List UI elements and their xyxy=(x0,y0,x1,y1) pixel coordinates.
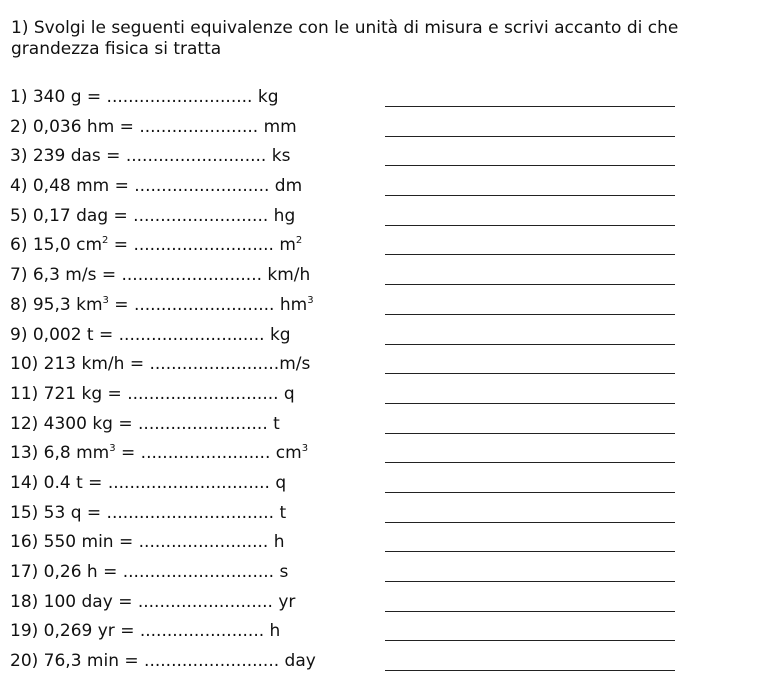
exercise-row xyxy=(10,205,710,235)
exercise-row xyxy=(10,620,710,650)
equivalence-text xyxy=(10,86,279,108)
equals-sign: = xyxy=(108,294,134,315)
exercise-row xyxy=(10,116,710,146)
left-unit-exponent: 2 xyxy=(102,235,109,247)
equivalence-text xyxy=(10,324,291,346)
exercise-row xyxy=(10,383,710,413)
quantity-answer-line[interactable] xyxy=(385,492,675,493)
answer-dots[interactable]: ......................... xyxy=(137,591,273,612)
equivalence-left-side: 18) 100 day = xyxy=(10,591,138,612)
exercise-row xyxy=(10,324,710,354)
target-unit: hm xyxy=(274,294,308,315)
target-unit: q xyxy=(269,472,287,493)
equivalence-left-side: 4) 0,48 mm = xyxy=(10,176,135,197)
quantity-answer-line[interactable] xyxy=(385,195,675,196)
exercise-row xyxy=(10,442,710,472)
answer-dots[interactable]: ........................... xyxy=(118,324,265,345)
answer-dots[interactable]: ........................ xyxy=(138,532,269,553)
equivalence-left-side: 11) 721 kg = xyxy=(10,383,128,404)
equivalence-text xyxy=(10,442,308,464)
equivalence-left-side: 6) 15,0 cm xyxy=(10,235,103,256)
exercise-row xyxy=(10,472,710,502)
equivalence-left-side: 13) 6,8 mm xyxy=(10,443,110,464)
equivalence-left-side: 10) 213 km/h = xyxy=(10,354,150,375)
target-unit: dm xyxy=(269,176,303,197)
exercise-row xyxy=(10,175,710,205)
exercise-row xyxy=(10,234,710,264)
target-unit: mm xyxy=(258,116,297,137)
equivalence-text xyxy=(10,620,280,642)
quantity-answer-line[interactable] xyxy=(385,522,675,523)
equivalence-text xyxy=(10,591,295,613)
target-unit: q xyxy=(278,383,295,404)
equivalence-text xyxy=(10,264,310,286)
target-unit-exponent: 3 xyxy=(301,443,309,455)
quantity-answer-line[interactable] xyxy=(385,284,675,285)
exercise-row xyxy=(10,561,710,591)
exercise-row xyxy=(10,502,710,532)
exercise-title: 1) Svolgi le seguenti equivalenze con le unità di misura e scrivi accanto di che grandezza fisica si tratta xyxy=(11,18,679,59)
answer-dots[interactable]: ...................... xyxy=(139,116,259,137)
exercise-row xyxy=(10,413,710,443)
equivalence-text xyxy=(10,472,286,494)
target-unit: t xyxy=(267,413,280,434)
quantity-answer-line[interactable] xyxy=(385,373,675,374)
equivalence-left-side: 12) 4300 kg = xyxy=(10,413,139,434)
exercise-row xyxy=(10,650,710,680)
target-unit: cm xyxy=(270,443,302,464)
equivalence-text xyxy=(10,145,290,167)
equivalence-text xyxy=(10,234,302,256)
equivalence-text xyxy=(10,413,280,435)
answer-dots[interactable]: ............................ xyxy=(122,562,275,582)
target-unit: s xyxy=(274,562,289,582)
target-unit: kg xyxy=(252,87,279,107)
equivalence-text xyxy=(10,502,286,524)
quantity-answer-line[interactable] xyxy=(385,581,675,582)
target-unit: t xyxy=(274,502,287,523)
exercise-row xyxy=(10,294,710,324)
equivalence-left-side: 19) 0,269 yr = xyxy=(10,621,140,642)
target-unit-exponent: 3 xyxy=(307,294,314,306)
equivalence-text xyxy=(10,175,302,197)
target-unit: m/s xyxy=(279,354,311,375)
target-unit: m xyxy=(273,235,296,256)
exercise-row xyxy=(10,86,710,116)
quantity-answer-line[interactable] xyxy=(385,314,675,315)
exercise-row xyxy=(10,264,710,294)
equivalence-text xyxy=(10,561,288,583)
answer-dots[interactable]: .......................... xyxy=(121,265,262,286)
answer-dots[interactable]: ........................ xyxy=(138,413,268,434)
answer-dots[interactable]: .......................... xyxy=(133,294,275,315)
answer-dots[interactable]: ....................... xyxy=(139,621,265,642)
equivalence-left-side: 5) 0,17 dag = xyxy=(10,205,134,226)
target-unit: ks xyxy=(266,146,291,167)
equivalence-text xyxy=(10,205,295,227)
equivalence-left-side: 3) 239 das = xyxy=(10,146,126,167)
answer-dots[interactable]: ......................... xyxy=(134,176,270,197)
quantity-answer-line[interactable] xyxy=(385,106,675,107)
equivalence-left-side: 16) 550 min = xyxy=(10,532,139,553)
quantity-answer-line[interactable] xyxy=(385,254,675,255)
equivalence-left-side: 9) 0,002 t = xyxy=(10,324,119,345)
equivalence-left-side: 8) 95,3 km xyxy=(10,294,103,315)
equivalence-text xyxy=(10,294,314,316)
equivalence-left-side: 2) 0,036 hm = xyxy=(10,116,140,137)
equivalence-text xyxy=(10,116,297,138)
equivalence-text xyxy=(10,531,285,553)
exercise-row xyxy=(10,531,710,561)
exercise-row xyxy=(10,145,710,175)
answer-dots[interactable]: .......................... xyxy=(125,146,267,167)
target-unit: yr xyxy=(272,591,296,612)
quantity-answer-line[interactable] xyxy=(385,403,675,404)
answer-dots[interactable]: ......................... xyxy=(144,651,280,672)
left-unit-exponent: 3 xyxy=(109,443,116,455)
quantity-answer-line[interactable] xyxy=(385,225,675,226)
equivalence-left-side: 15) 53 q = xyxy=(10,502,107,523)
target-unit: h xyxy=(264,621,281,642)
quantity-answer-line[interactable] xyxy=(385,670,675,671)
quantity-answer-line[interactable] xyxy=(385,551,675,552)
quantity-answer-line[interactable] xyxy=(385,462,675,463)
answer-dots[interactable]: .......................... xyxy=(133,235,274,256)
quantity-answer-line[interactable] xyxy=(385,640,675,641)
target-unit: km/h xyxy=(262,265,311,286)
equivalence-left-side: 14) 0.4 t = xyxy=(10,472,108,493)
target-unit-exponent: 2 xyxy=(295,235,303,247)
equivalence-text xyxy=(10,383,295,405)
target-unit: kg xyxy=(264,324,291,345)
quantity-answer-line[interactable] xyxy=(385,611,675,612)
equivalence-text xyxy=(10,353,310,375)
equivalence-left-side: 17) 0,26 h = xyxy=(10,562,123,582)
quantity-answer-line[interactable] xyxy=(385,344,675,345)
equivalence-left-side: 20) 76,3 min = xyxy=(10,651,145,672)
quantity-answer-line[interactable] xyxy=(385,136,675,137)
equivalence-left-side: 7) 6,3 m/s = xyxy=(10,265,122,286)
equivalence-left-side: 1) 340 g = xyxy=(10,87,107,107)
quantity-answer-line[interactable] xyxy=(385,165,675,166)
answer-dots[interactable]: ........................... xyxy=(106,87,253,107)
answer-dots[interactable]: ......................... xyxy=(133,205,269,226)
quantity-answer-line[interactable] xyxy=(385,433,675,434)
target-unit: day xyxy=(279,651,316,672)
exercise-list xyxy=(10,86,710,680)
answer-dots[interactable]: .............................. xyxy=(107,472,270,493)
target-unit: h xyxy=(268,532,285,553)
answer-dots[interactable]: ............................ xyxy=(127,383,279,404)
target-unit: hg xyxy=(268,205,296,226)
equals-sign: = xyxy=(115,443,141,464)
exercise-row xyxy=(10,353,710,383)
answer-dots[interactable]: ........................ xyxy=(149,354,280,375)
answer-dots[interactable]: ........................ xyxy=(140,443,271,464)
answer-dots[interactable]: ............................... xyxy=(106,502,275,523)
left-unit-exponent: 3 xyxy=(102,294,109,306)
exercise-row xyxy=(10,591,710,621)
equivalence-text xyxy=(10,650,316,672)
equals-sign: = xyxy=(108,235,134,256)
